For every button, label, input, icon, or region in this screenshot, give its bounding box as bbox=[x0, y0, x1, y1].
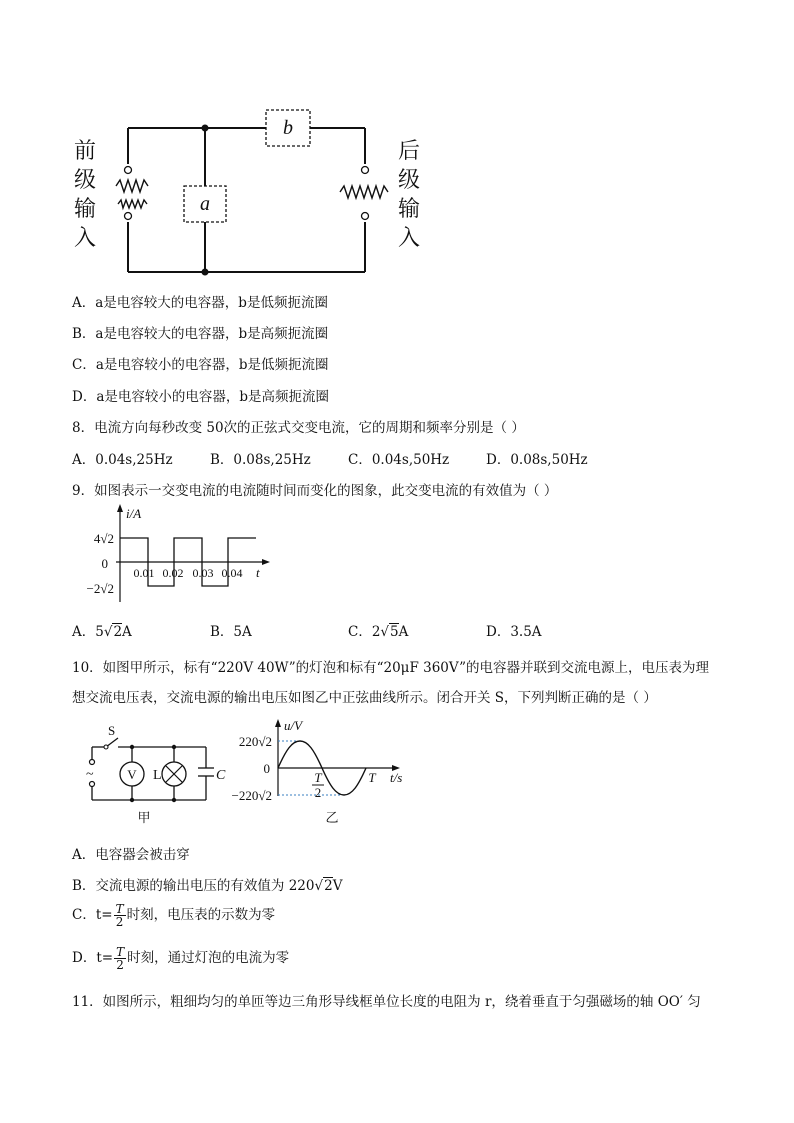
q8-option-d: D．0.08s,50Hz bbox=[486, 452, 588, 468]
q10-y-axis-label: u/V bbox=[284, 718, 303, 733]
figure-yi-caption: 乙 bbox=[325, 810, 339, 825]
component-a-label: a bbox=[200, 193, 210, 215]
q10-option-b: B．交流电源的输出电压的有效值为 220√2V bbox=[72, 878, 343, 894]
q7-option-d: D．a是电容较小的电容器，b是高频扼流圈 bbox=[72, 389, 330, 405]
fraction-t-over-2: $\frac{T}{2}$ bbox=[115, 902, 124, 929]
q9-tick-label: 0.04 bbox=[221, 566, 243, 580]
q9-y-axis-label: i/A bbox=[126, 506, 142, 521]
q10-option-a: A．电容器会被击穿 bbox=[72, 847, 190, 863]
q10-y-bottom-label: −220√2 bbox=[231, 788, 272, 803]
q10-stem-line-1: 10．如图甲所示，标有“220V 40W”的灯泡和标有“20μF 360V”的电容器并联到交流电源上，电压表为理 bbox=[72, 660, 710, 676]
q10-y-zero-label: 0 bbox=[263, 761, 270, 776]
q9-y-bottom-label: −2√2 bbox=[86, 581, 114, 596]
component-b-label: b bbox=[283, 117, 293, 139]
q10-stem-line-2: 想交流电压表，交流电源的输出电压如图乙中正弦曲线所示。闭合开关 S，下列判断正确的是（ ） bbox=[72, 690, 657, 706]
q10-half-period-den: 2 bbox=[314, 785, 322, 800]
q7-option-c: C．a是电容较小的电容器，b是低频扼流圈 bbox=[72, 357, 329, 373]
lamp-label: L bbox=[153, 768, 162, 783]
left-input-signal-icon-2 bbox=[118, 200, 147, 208]
ac-source-symbol: ~ bbox=[86, 767, 94, 782]
left-label-char: 输 bbox=[74, 196, 97, 221]
q9-x-axis-label: t bbox=[256, 565, 260, 580]
q10-option-c: C．t= $\frac{T}{2}$ 时刻，电压表的示数为零 bbox=[72, 902, 276, 929]
right-input-signal-icon bbox=[340, 186, 388, 198]
right-label-char: 级 bbox=[398, 167, 421, 192]
right-label-char: 输 bbox=[398, 196, 421, 221]
q9-tick-label: 0.01 bbox=[133, 566, 155, 580]
left-label-char: 前 bbox=[74, 138, 97, 163]
q9-y-top-label: 4√2 bbox=[93, 531, 114, 546]
q8-stem: 8．电流方向每秒改变 50次的正弦式交变电流，它的周期和频率分别是（ ） bbox=[72, 420, 525, 436]
switch-label: S bbox=[108, 723, 116, 738]
left-label-char: 级 bbox=[74, 167, 97, 192]
fraction-t-over-2: $\frac{T}{2}$ bbox=[116, 945, 125, 972]
q9-option-d: D．3.5A bbox=[486, 624, 542, 640]
q8-option-b: B．0.08s,25Hz bbox=[210, 452, 311, 468]
q9-current-graph bbox=[70, 502, 280, 608]
q10-option-d: D．t= $\frac{T}{2}$ 时刻，通过灯泡的电流为零 bbox=[72, 945, 290, 972]
q9-tick-label: 0.02 bbox=[162, 566, 184, 580]
left-label-char: 入 bbox=[74, 225, 97, 250]
q9-option-c: C．2√5A bbox=[348, 624, 409, 640]
q7-option-b: B．a是电容较大的电容器，b是高频扼流圈 bbox=[72, 326, 329, 342]
right-label-char: 入 bbox=[398, 225, 421, 250]
q10-period-label: T bbox=[368, 770, 376, 785]
q8-option-c: C．0.04s,50Hz bbox=[348, 452, 450, 468]
q10-x-axis-label: t/s bbox=[390, 770, 403, 785]
q10-circuit-jia bbox=[78, 722, 228, 832]
left-input-signal-icon bbox=[116, 180, 148, 192]
q8-option-a: A．0.04s,25Hz bbox=[72, 452, 173, 468]
q10-voltage-graph-yi bbox=[226, 716, 416, 830]
q9-option-a: A．5√2A bbox=[72, 624, 132, 640]
voltmeter-label: V bbox=[127, 767, 137, 782]
q10-half-period-num: T bbox=[314, 770, 322, 785]
figure-jia-caption: 甲 bbox=[137, 810, 151, 825]
capacitor-label: C bbox=[216, 768, 226, 783]
q10-y-top-label: 220√2 bbox=[238, 734, 272, 749]
q9-option-b: B．5A bbox=[210, 624, 252, 640]
q7-option-a: A．a是电容较大的电容器，b是低频扼流圈 bbox=[72, 295, 328, 311]
q7-circuit-figure bbox=[60, 100, 440, 280]
right-label-char: 后 bbox=[398, 138, 421, 163]
q9-stem: 9．如图表示一交变电流的电流随时间而变化的图象，此交变电流的有效值为（ ） bbox=[72, 483, 558, 499]
q9-tick-label: 0.03 bbox=[192, 566, 214, 580]
q9-y-zero-label: 0 bbox=[101, 556, 108, 571]
q11-stem: 11．如图所示，粗细均匀的单匝等边三角形导线框单位长度的电阻为 r，绕着垂直于匀强磁场的轴 OO′ 匀 bbox=[72, 994, 701, 1010]
